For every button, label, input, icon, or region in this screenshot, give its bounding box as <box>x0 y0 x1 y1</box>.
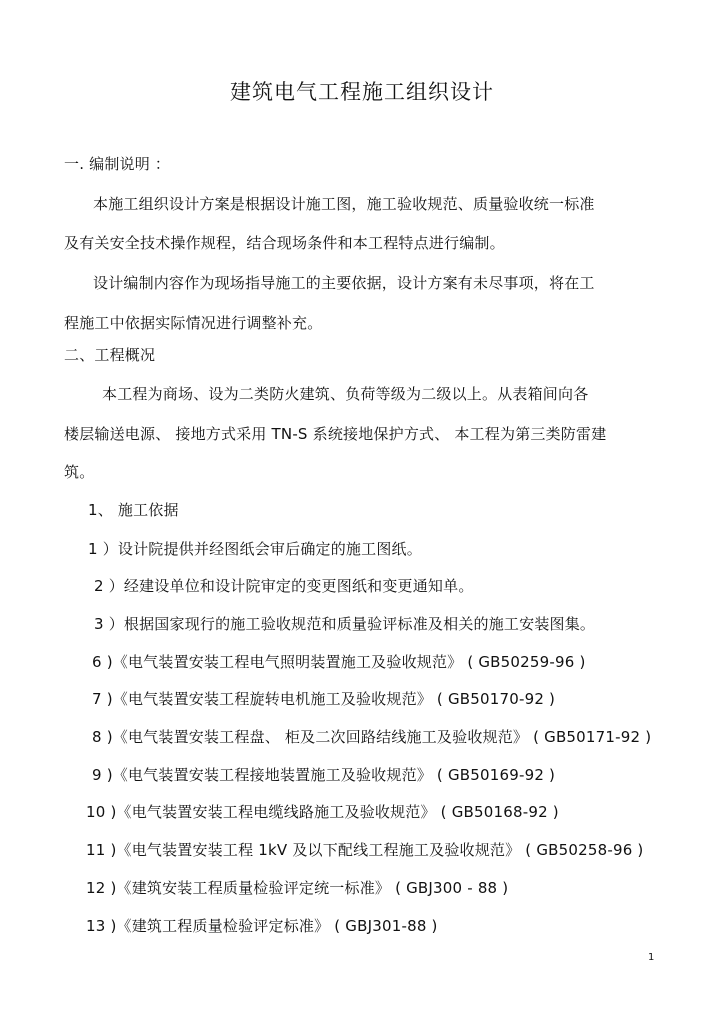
list-item: 10 )《电气装置安装工程电缆线路施工及验收规范》 ( GB50168-92 ) <box>86 803 559 821</box>
list-item: 6 )《电气装置安装工程电气照明装置施工及验收规范》 ( GB50259-96 ) <box>92 653 586 671</box>
list-item: 12 )《建筑安装工程质量检验评定统一标准》 ( GBJ300 - 88 ) <box>86 879 509 897</box>
list-item: 13 )《建筑工程质量检验评定标准》 ( GBJ301-88 ) <box>86 917 438 935</box>
document-title: 建筑电气工程施工组织设计 <box>230 80 494 104</box>
page-number: 1 <box>648 952 655 963</box>
paragraph-line: 本施工组织设计方案是根据设计施工图，施工验收规范、质量验收统一标准 <box>93 195 595 213</box>
list-item: 9 )《电气装置安装工程接地装置施工及验收规范》 ( GB50169-92 ) <box>92 766 556 784</box>
list-item: 2 ）经建设单位和设计院审定的变更图纸和变更通知单。 <box>94 577 474 595</box>
section-heading-2: 二、工程概况 <box>64 346 156 364</box>
list-item: 7 )《电气装置安装工程旋转电机施工及验收规范》 ( GB50170-92 ) <box>92 690 556 708</box>
paragraph-line: 程施工中依据实际情况进行调整补充。 <box>64 314 323 332</box>
subsection-heading: 1、 施工依据 <box>88 501 179 519</box>
list-item: 3 ）根据国家现行的施工验收规范和质量验评标准及相关的施工安装图集。 <box>94 615 596 633</box>
paragraph-line: 筑。 <box>64 463 95 481</box>
paragraph-line: 设计编制内容作为现场指导施工的主要依据，设计方案有未尽事项，将在工 <box>93 274 595 292</box>
list-item: 1 ）设计院提供并经图纸会审后确定的施工图纸。 <box>88 540 422 558</box>
paragraph-line: 本工程为商场、设为二类防火建筑、负荷等级为二级以上。从表箱间向各 <box>102 385 589 403</box>
paragraph-line: 及有关安全技术操作规程，结合现场条件和本工程特点进行编制。 <box>64 234 505 252</box>
list-item: 11 )《电气装置安装工程 1kV 及以下配线工程施工及验收规范》 ( GB50258-96 ) <box>86 841 644 859</box>
section-heading-1: 一. 编制说明 ： <box>64 155 171 173</box>
paragraph-line: 楼层输送电源、 接地方式采用 TN-S 系统接地保护方式、 本工程为第三类防雷建 <box>64 425 607 443</box>
list-item: 8 )《电气装置安装工程盘、 柜及二次回路结线施工及验收规范》 ( GB50171-92 ) <box>92 728 652 746</box>
